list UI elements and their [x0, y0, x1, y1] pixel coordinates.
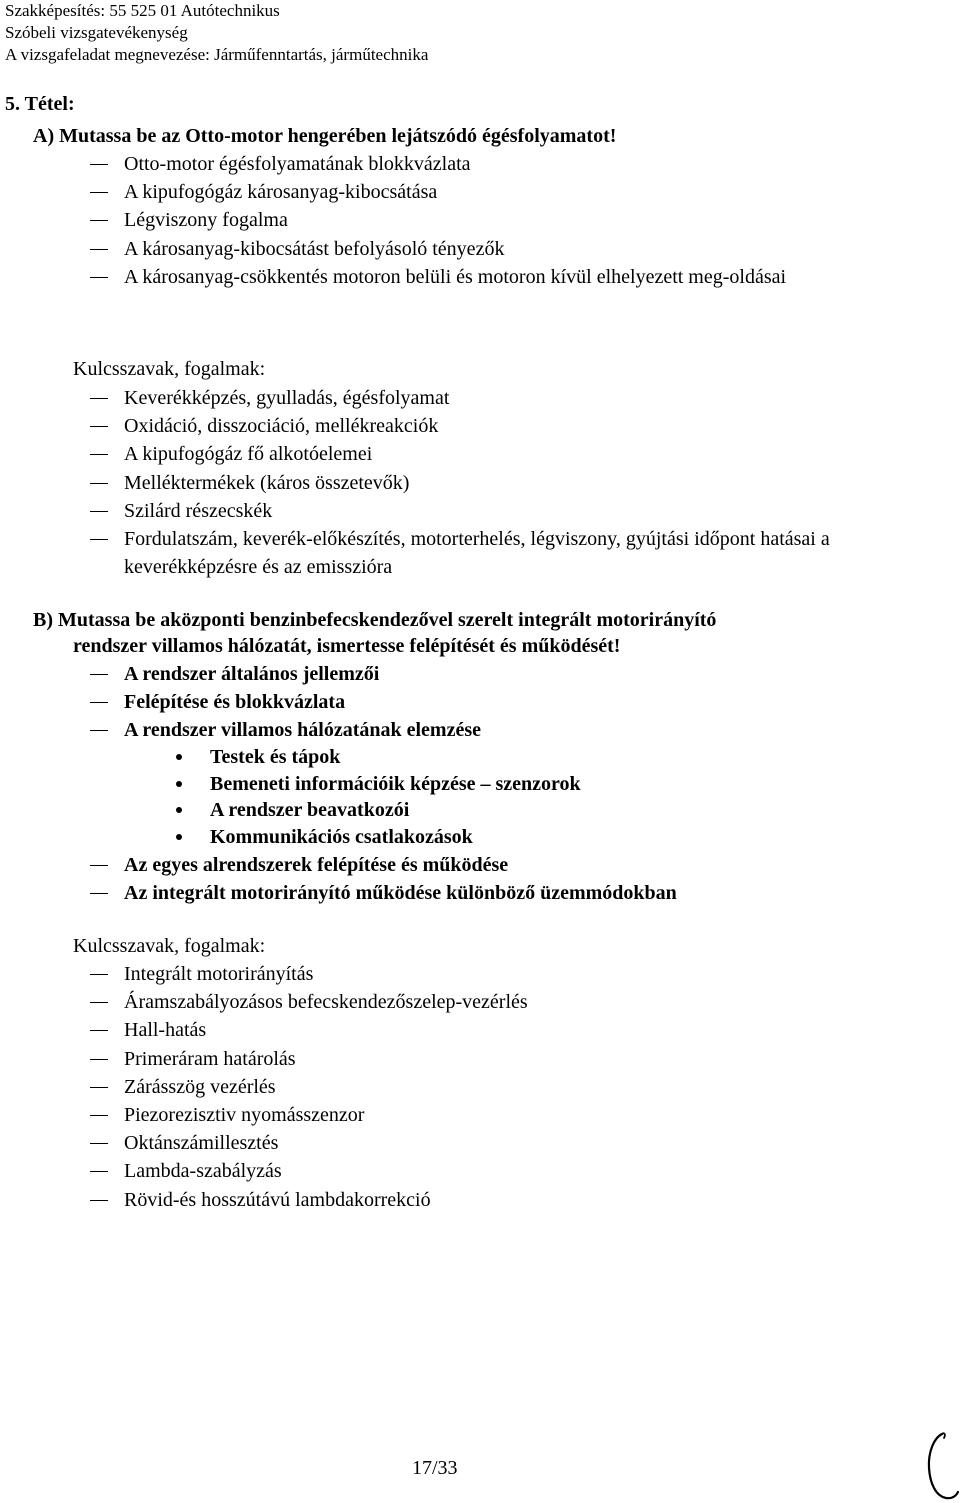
keyword-item: Lambda-szabályzás — [90, 1157, 890, 1185]
sub-list-item: A rendszer beavatkozói — [176, 797, 581, 824]
section-a-list — [90, 150, 880, 291]
section-b-keywords-list — [90, 960, 890, 1214]
list-item: Az egyes alrendszerek felépítése és működése — [90, 851, 890, 879]
keyword-item: Integrált motorirányítás — [90, 960, 890, 988]
section-b-title-line1: B) Mutassa be aközponti benzinbefecskendezővel szerelt integrált motorirányító — [33, 609, 717, 631]
sub-list-item: Kommunikációs csatlakozások — [176, 824, 581, 851]
header-qualification: Szakképesítés: 55 525 01 Autótechnikus — [5, 1, 280, 20]
keyword-item: Rövid-és hosszútávú lambdakorrekció — [90, 1186, 890, 1214]
keyword-item: Szilárd részecskék — [90, 497, 890, 525]
page-number: 17/33 — [412, 1457, 458, 1479]
section-b-title-line2: rendszer villamos hálózatát, ismertesse felépítését és működését! — [73, 635, 621, 657]
section-a-keywords-list — [90, 384, 890, 581]
list-item: A rendszer általános jellemzői — [90, 660, 890, 688]
handwritten-signature — [920, 1430, 960, 1503]
list-item: Felépítése és blokkvázlata — [90, 688, 890, 716]
keyword-item: Áramszabályozásos befecskendezőszelep-vezérlés — [90, 988, 890, 1016]
document-header — [5, 0, 428, 66]
keyword-item: A kipufogógáz fő alkotóelemei — [90, 440, 890, 468]
list-item — [90, 263, 880, 291]
keyword-item: Melléktermékek (káros összetevők) — [90, 469, 890, 497]
keyword-item: Zárásszög vezérlés — [90, 1073, 890, 1101]
section-a-title: A) Mutassa be az Otto-motor hengerében lejátszódó égésfolyamatot! — [33, 125, 617, 147]
list-item: A rendszer villamos hálózatának elemzése — [90, 716, 890, 744]
keyword-item: Fordulatszám, keverék-előkészítés, motorterhelés, légviszony, gyújtási időpont hatásai a keverékképzésre és az emisszióra — [90, 525, 890, 581]
header-task-name: A vizsgafeladat megnevezése: Járműfenntartás, járműtechnika — [5, 45, 429, 64]
sub-list-item: Testek és tápok — [176, 744, 581, 771]
list-item: Az integrált motorirányító működése különböző üzemmódokban — [90, 879, 890, 907]
keyword-item: Piezorezisztiv nyomásszenzor — [90, 1101, 890, 1129]
header-exam-activity: Szóbeli vizsgatevékenység — [5, 23, 188, 42]
keyword-item: Oxidáció, disszociáció, mellékreakciók — [90, 412, 890, 440]
list-item: Légviszony fogalma — [90, 206, 880, 234]
keyword-item: Primeráram határolás — [90, 1045, 890, 1073]
list-item-text: A károsanyag-csökkentés motoron belüli és motoron kívül elhelyezett meg-oldásai — [124, 265, 787, 288]
keyword-item: Hall-hatás — [90, 1016, 890, 1044]
list-item: A károsanyag-kibocsátást befolyásoló tényezők — [90, 235, 880, 263]
section-b-title — [33, 607, 878, 659]
keyword-item: Oktánszámillesztés — [90, 1129, 890, 1157]
section-b-list — [90, 660, 890, 745]
section-b-list-continued — [90, 851, 890, 907]
sub-list-item: Bemeneti információik képzése – szenzorok — [176, 771, 581, 798]
section-a-keywords-title: Kulcsszavak, fogalmak: — [73, 358, 266, 380]
list-item: A kipufogógáz károsanyag-kibocsátása — [90, 178, 880, 206]
section-b-keywords-title: Kulcsszavak, fogalmak: — [73, 935, 266, 957]
section-b-sublist — [176, 744, 581, 850]
list-item: Otto-motor égésfolyamatának blokkvázlata — [90, 150, 880, 178]
keyword-item: Keverékképzés, gyulladás, égésfolyamat — [90, 384, 890, 412]
item-number-heading: 5. Tétel: — [5, 93, 75, 115]
